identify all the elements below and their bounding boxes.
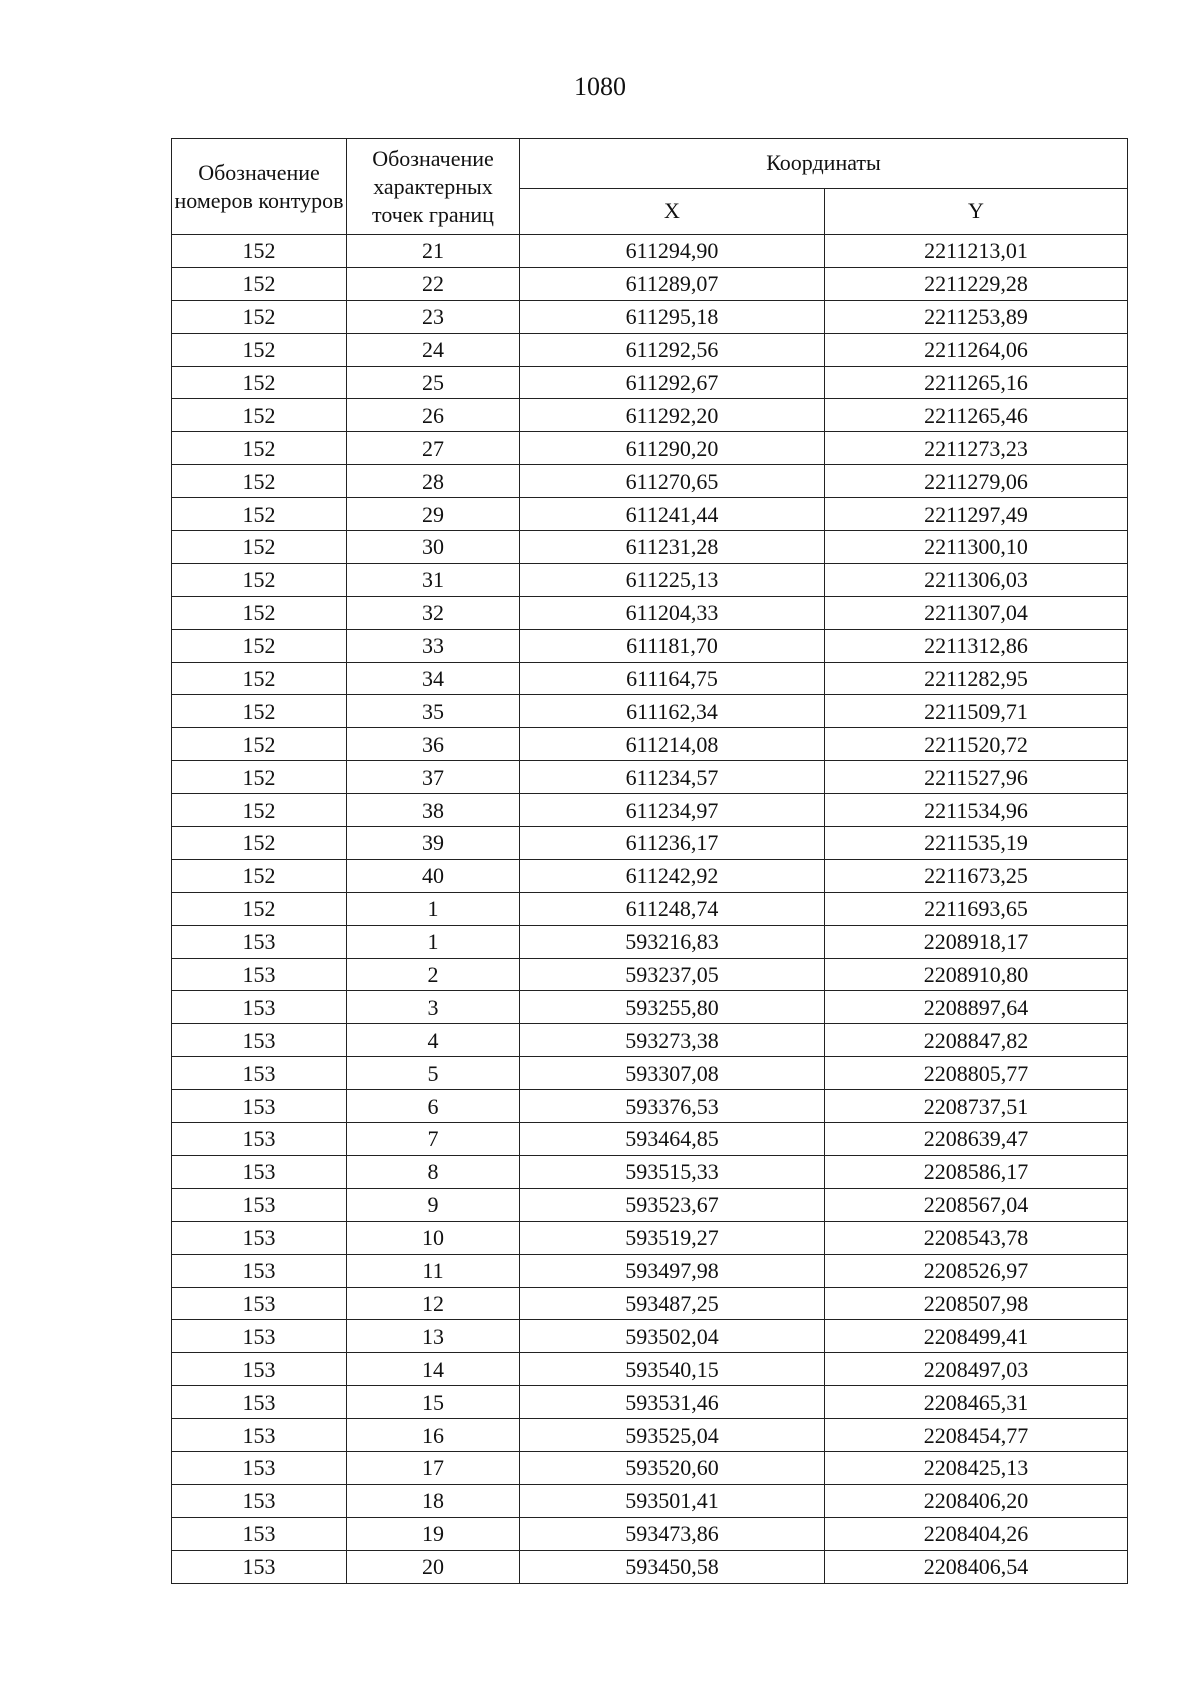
x-coordinate-cell: 611242,92 — [520, 859, 825, 892]
point-number-cell: 7 — [347, 1123, 520, 1156]
contour-number-cell: 152 — [172, 629, 347, 662]
y-coordinate-cell: 2208805,77 — [825, 1057, 1128, 1090]
contour-number-cell: 153 — [172, 1254, 347, 1287]
contour-number-cell: 153 — [172, 1057, 347, 1090]
y-coordinate-cell: 2211282,95 — [825, 662, 1128, 695]
contour-number-cell: 153 — [172, 1451, 347, 1484]
contour-number-cell: 152 — [172, 695, 347, 728]
y-coordinate-cell: 2208567,04 — [825, 1188, 1128, 1221]
table-row — [172, 761, 1128, 794]
y-coordinate-cell: 2208910,80 — [825, 958, 1128, 991]
x-coordinate-cell: 611234,57 — [520, 761, 825, 794]
x-coordinate-cell: 611270,65 — [520, 465, 825, 498]
point-number-cell: 13 — [347, 1320, 520, 1353]
y-coordinate-cell: 2208465,31 — [825, 1386, 1128, 1419]
x-coordinate-cell: 593376,53 — [520, 1090, 825, 1123]
table-row — [172, 662, 1128, 695]
contour-number-cell: 153 — [172, 1320, 347, 1353]
x-coordinate-cell: 593487,25 — [520, 1287, 825, 1320]
x-coordinate-cell: 611234,97 — [520, 794, 825, 827]
table-row — [172, 991, 1128, 1024]
x-coordinate-cell: 611236,17 — [520, 827, 825, 860]
x-coordinate-cell: 593307,08 — [520, 1057, 825, 1090]
header-boundary-points: Обозначение характерных точек границ — [347, 139, 520, 235]
point-number-cell: 25 — [347, 366, 520, 399]
point-number-cell: 20 — [347, 1550, 520, 1583]
table-row — [172, 1320, 1128, 1353]
point-number-cell: 23 — [347, 300, 520, 333]
table-row — [172, 1451, 1128, 1484]
point-number-cell: 12 — [347, 1287, 520, 1320]
table-row — [172, 1024, 1128, 1057]
table-row — [172, 399, 1128, 432]
table-body — [172, 235, 1128, 1584]
contour-number-cell: 153 — [172, 1155, 347, 1188]
y-coordinate-cell: 2211279,06 — [825, 465, 1128, 498]
table-row — [172, 1155, 1128, 1188]
point-number-cell: 10 — [347, 1221, 520, 1254]
y-coordinate-cell: 2211265,46 — [825, 399, 1128, 432]
contour-number-cell: 152 — [172, 563, 347, 596]
contour-number-cell: 153 — [172, 1353, 347, 1386]
contour-number-cell: 153 — [172, 1188, 347, 1221]
point-number-cell: 40 — [347, 859, 520, 892]
point-number-cell: 36 — [347, 728, 520, 761]
contour-number-cell: 153 — [172, 958, 347, 991]
table-row — [172, 432, 1128, 465]
table-row — [172, 728, 1128, 761]
y-coordinate-cell: 2211693,65 — [825, 892, 1128, 925]
x-coordinate-cell: 611241,44 — [520, 498, 825, 531]
x-coordinate-cell: 611295,18 — [520, 300, 825, 333]
point-number-cell: 34 — [347, 662, 520, 695]
table-header — [172, 139, 1128, 235]
table-row — [172, 1287, 1128, 1320]
x-coordinate-cell: 593473,86 — [520, 1517, 825, 1550]
x-coordinate-cell: 593502,04 — [520, 1320, 825, 1353]
contour-number-cell: 153 — [172, 1024, 347, 1057]
x-coordinate-cell: 593450,58 — [520, 1550, 825, 1583]
contour-number-cell: 152 — [172, 399, 347, 432]
table-row — [172, 1090, 1128, 1123]
table-row — [172, 235, 1128, 268]
table-row — [172, 1517, 1128, 1550]
table-row — [172, 892, 1128, 925]
contour-number-cell: 152 — [172, 432, 347, 465]
y-coordinate-cell: 2211253,89 — [825, 300, 1128, 333]
contour-number-cell: 152 — [172, 235, 347, 268]
table-row — [172, 333, 1128, 366]
table-row — [172, 1254, 1128, 1287]
table-row — [172, 531, 1128, 564]
coordinates-table — [171, 138, 1128, 1584]
y-coordinate-cell: 2211535,19 — [825, 827, 1128, 860]
table-row — [172, 1550, 1128, 1583]
x-coordinate-cell: 593497,98 — [520, 1254, 825, 1287]
point-number-cell: 8 — [347, 1155, 520, 1188]
x-coordinate-cell: 593531,46 — [520, 1386, 825, 1419]
table-row — [172, 1419, 1128, 1452]
x-coordinate-cell: 611181,70 — [520, 629, 825, 662]
y-coordinate-cell: 2208406,54 — [825, 1550, 1128, 1583]
x-coordinate-cell: 611292,20 — [520, 399, 825, 432]
page-number: 1080 — [574, 72, 626, 101]
table-row — [172, 629, 1128, 662]
contour-number-cell: 153 — [172, 1287, 347, 1320]
y-coordinate-cell: 2211312,86 — [825, 629, 1128, 662]
contour-number-cell: 152 — [172, 531, 347, 564]
contour-number-cell: 152 — [172, 498, 347, 531]
table-row — [172, 465, 1128, 498]
point-number-cell: 31 — [347, 563, 520, 596]
x-coordinate-cell: 611204,33 — [520, 596, 825, 629]
table-row — [172, 1123, 1128, 1156]
contour-number-cell: 152 — [172, 728, 347, 761]
y-coordinate-cell: 2208526,97 — [825, 1254, 1128, 1287]
header-y: Y — [825, 188, 1128, 234]
y-coordinate-cell: 2211264,06 — [825, 333, 1128, 366]
x-coordinate-cell: 593273,38 — [520, 1024, 825, 1057]
table-row — [172, 1221, 1128, 1254]
x-coordinate-cell: 611290,20 — [520, 432, 825, 465]
x-coordinate-cell: 611248,74 — [520, 892, 825, 925]
point-number-cell: 6 — [347, 1090, 520, 1123]
y-coordinate-cell: 2208847,82 — [825, 1024, 1128, 1057]
x-coordinate-cell: 611214,08 — [520, 728, 825, 761]
y-coordinate-cell: 2211673,25 — [825, 859, 1128, 892]
y-coordinate-cell: 2208499,41 — [825, 1320, 1128, 1353]
x-coordinate-cell: 611162,34 — [520, 695, 825, 728]
point-number-cell: 19 — [347, 1517, 520, 1550]
contour-number-cell: 152 — [172, 300, 347, 333]
point-number-cell: 9 — [347, 1188, 520, 1221]
point-number-cell: 1 — [347, 925, 520, 958]
contour-number-cell: 153 — [172, 1123, 347, 1156]
table-row — [172, 958, 1128, 991]
y-coordinate-cell: 2211534,96 — [825, 794, 1128, 827]
table-row — [172, 859, 1128, 892]
point-number-cell: 24 — [347, 333, 520, 366]
table-row — [172, 267, 1128, 300]
x-coordinate-cell: 593237,05 — [520, 958, 825, 991]
x-coordinate-cell: 611294,90 — [520, 235, 825, 268]
table-row — [172, 1188, 1128, 1221]
y-coordinate-cell: 2208897,64 — [825, 991, 1128, 1024]
table-row — [172, 695, 1128, 728]
x-coordinate-cell: 593501,41 — [520, 1484, 825, 1517]
y-coordinate-cell: 2208737,51 — [825, 1090, 1128, 1123]
point-number-cell: 21 — [347, 235, 520, 268]
table-row — [172, 925, 1128, 958]
point-number-cell: 17 — [347, 1451, 520, 1484]
y-coordinate-cell: 2211520,72 — [825, 728, 1128, 761]
table-row — [172, 563, 1128, 596]
y-coordinate-cell: 2208639,47 — [825, 1123, 1128, 1156]
contour-number-cell: 152 — [172, 827, 347, 860]
table-row — [172, 827, 1128, 860]
y-coordinate-cell: 2211265,16 — [825, 366, 1128, 399]
contour-number-cell: 152 — [172, 859, 347, 892]
y-coordinate-cell: 2211273,23 — [825, 432, 1128, 465]
table-row — [172, 596, 1128, 629]
x-coordinate-cell: 611292,56 — [520, 333, 825, 366]
table-row — [172, 366, 1128, 399]
table-row — [172, 498, 1128, 531]
point-number-cell: 5 — [347, 1057, 520, 1090]
contour-number-cell: 153 — [172, 925, 347, 958]
point-number-cell: 26 — [347, 399, 520, 432]
contour-number-cell: 152 — [172, 761, 347, 794]
y-coordinate-cell: 2208404,26 — [825, 1517, 1128, 1550]
x-coordinate-cell: 593464,85 — [520, 1123, 825, 1156]
point-number-cell: 4 — [347, 1024, 520, 1057]
contour-number-cell: 153 — [172, 1090, 347, 1123]
y-coordinate-cell: 2211509,71 — [825, 695, 1128, 728]
point-number-cell: 38 — [347, 794, 520, 827]
point-number-cell: 37 — [347, 761, 520, 794]
x-coordinate-cell: 593515,33 — [520, 1155, 825, 1188]
x-coordinate-cell: 611225,13 — [520, 563, 825, 596]
contour-number-cell: 153 — [172, 1517, 347, 1550]
header-coordinates: Координаты — [520, 139, 1128, 189]
x-coordinate-cell: 593255,80 — [520, 991, 825, 1024]
contour-number-cell: 152 — [172, 794, 347, 827]
y-coordinate-cell: 2211527,96 — [825, 761, 1128, 794]
contour-number-cell: 152 — [172, 333, 347, 366]
contour-number-cell: 153 — [172, 1550, 347, 1583]
point-number-cell: 22 — [347, 267, 520, 300]
point-number-cell: 33 — [347, 629, 520, 662]
y-coordinate-cell: 2208586,17 — [825, 1155, 1128, 1188]
point-number-cell: 27 — [347, 432, 520, 465]
point-number-cell: 14 — [347, 1353, 520, 1386]
y-coordinate-cell: 2208454,77 — [825, 1419, 1128, 1452]
point-number-cell: 15 — [347, 1386, 520, 1419]
point-number-cell: 2 — [347, 958, 520, 991]
x-coordinate-cell: 611164,75 — [520, 662, 825, 695]
contour-number-cell: 153 — [172, 1419, 347, 1452]
contour-number-cell: 153 — [172, 1484, 347, 1517]
x-coordinate-cell: 593540,15 — [520, 1353, 825, 1386]
table-row — [172, 1484, 1128, 1517]
contour-number-cell: 153 — [172, 1221, 347, 1254]
header-contour-numbers: Обозначение номеров контуров — [172, 139, 347, 235]
point-number-cell: 11 — [347, 1254, 520, 1287]
contour-number-cell: 152 — [172, 366, 347, 399]
y-coordinate-cell: 2211306,03 — [825, 563, 1128, 596]
x-coordinate-cell: 611231,28 — [520, 531, 825, 564]
y-coordinate-cell: 2208406,20 — [825, 1484, 1128, 1517]
table-row — [172, 300, 1128, 333]
point-number-cell: 3 — [347, 991, 520, 1024]
point-number-cell: 35 — [347, 695, 520, 728]
x-coordinate-cell: 593520,60 — [520, 1451, 825, 1484]
y-coordinate-cell: 2208425,13 — [825, 1451, 1128, 1484]
y-coordinate-cell: 2211297,49 — [825, 498, 1128, 531]
point-number-cell: 28 — [347, 465, 520, 498]
y-coordinate-cell: 2208497,03 — [825, 1353, 1128, 1386]
header-x: X — [520, 188, 825, 234]
point-number-cell: 29 — [347, 498, 520, 531]
contour-number-cell: 153 — [172, 991, 347, 1024]
x-coordinate-cell: 611292,67 — [520, 366, 825, 399]
y-coordinate-cell: 2208543,78 — [825, 1221, 1128, 1254]
x-coordinate-cell: 611289,07 — [520, 267, 825, 300]
contour-number-cell: 152 — [172, 267, 347, 300]
y-coordinate-cell: 2211229,28 — [825, 267, 1128, 300]
y-coordinate-cell: 2211307,04 — [825, 596, 1128, 629]
y-coordinate-cell: 2208918,17 — [825, 925, 1128, 958]
point-number-cell: 1 — [347, 892, 520, 925]
table-row — [172, 794, 1128, 827]
contour-number-cell: 152 — [172, 465, 347, 498]
x-coordinate-cell: 593523,67 — [520, 1188, 825, 1221]
table-row — [172, 1353, 1128, 1386]
y-coordinate-cell: 2208507,98 — [825, 1287, 1128, 1320]
table-row — [172, 1386, 1128, 1419]
table-row — [172, 1057, 1128, 1090]
point-number-cell: 30 — [347, 531, 520, 564]
point-number-cell: 32 — [347, 596, 520, 629]
y-coordinate-cell: 2211300,10 — [825, 531, 1128, 564]
contour-number-cell: 152 — [172, 892, 347, 925]
contour-number-cell: 152 — [172, 596, 347, 629]
point-number-cell: 39 — [347, 827, 520, 860]
contour-number-cell: 152 — [172, 662, 347, 695]
x-coordinate-cell: 593525,04 — [520, 1419, 825, 1452]
point-number-cell: 16 — [347, 1419, 520, 1452]
y-coordinate-cell: 2211213,01 — [825, 235, 1128, 268]
contour-number-cell: 153 — [172, 1386, 347, 1419]
x-coordinate-cell: 593519,27 — [520, 1221, 825, 1254]
x-coordinate-cell: 593216,83 — [520, 925, 825, 958]
point-number-cell: 18 — [347, 1484, 520, 1517]
